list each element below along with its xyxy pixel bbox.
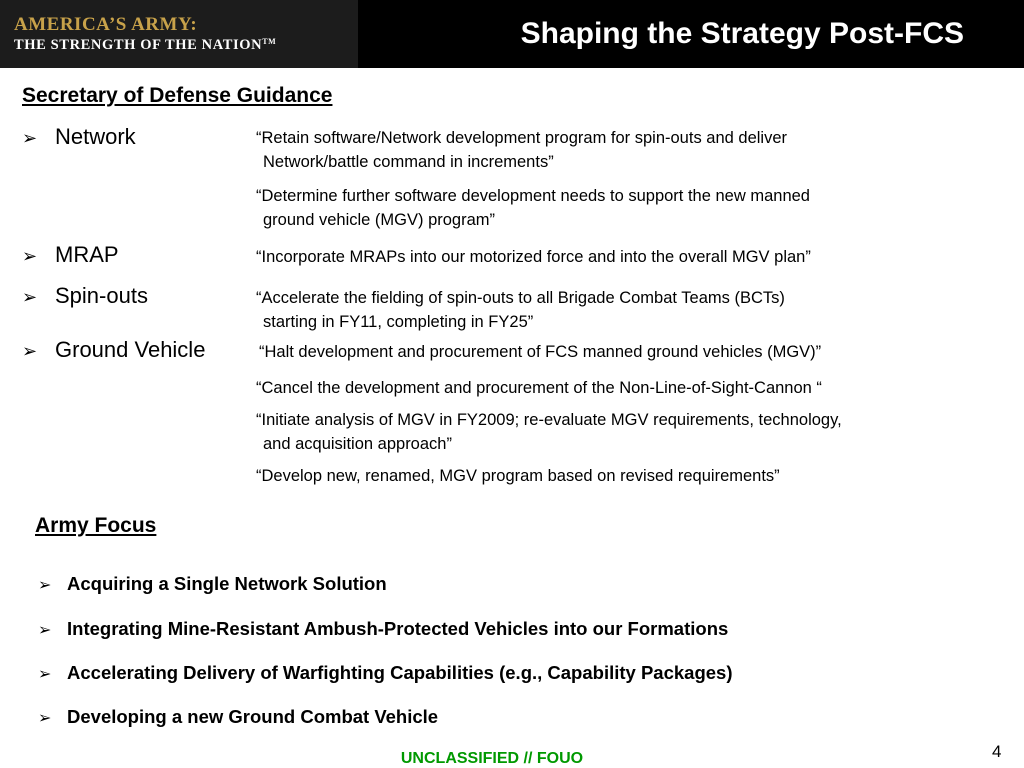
- guidance-quote: “Retain software/Network development program for spin-outs and deliver Network/battle command in increments”: [256, 129, 787, 171]
- guidance-quote: “Develop new, renamed, MGV program based on revised requirements”: [256, 467, 780, 485]
- arrow-bullet-icon: ➢: [22, 128, 38, 148]
- focus-item-label: Acquiring a Single Network Solution: [67, 573, 387, 594]
- arrow-bullet-icon: ➢: [38, 577, 52, 594]
- guidance-item-network: [22, 124, 136, 150]
- army-logo: [0, 0, 358, 68]
- guidance-quote: “Accelerate the fielding of spin-outs to all Brigade Combat Teams (BCTs) starting in FY11, completing in FY25”: [256, 289, 785, 331]
- guidance-heading: Secretary of Defense Guidance: [22, 84, 333, 107]
- focus-item-label: Integrating Mine-Resistant Ambush-Protected Vehicles into our Formations: [67, 618, 729, 639]
- guidance-item-label: Ground Vehicle: [55, 337, 206, 362]
- guidance-item-ground-vehicle: [22, 337, 205, 363]
- guidance-quote: “Initiate analysis of MGV in FY2009; re-evaluate MGV requirements, technology, and acquisition approach”: [256, 411, 842, 453]
- classification-marking: UNCLASSIFIED // FOUO: [400, 750, 584, 767]
- guidance-item-mrap: [22, 242, 119, 268]
- page-number: 4: [992, 742, 1002, 761]
- focus-item-label: Accelerating Delivery of Warfighting Capabilities (e.g., Capability Packages): [67, 662, 733, 683]
- guidance-quote: “Determine further software development needs to support the new manned ground vehicle (MGV) program”: [256, 187, 810, 229]
- arrow-bullet-icon: ➢: [22, 287, 38, 307]
- guidance-item-label: MRAP: [55, 242, 119, 267]
- slide-title: Shaping the Strategy Post-FCS: [520, 17, 964, 50]
- arrow-bullet-icon: ➢: [22, 341, 38, 361]
- focus-item-label: Developing a new Ground Combat Vehicle: [67, 706, 439, 727]
- arrow-bullet-icon: ➢: [38, 666, 52, 683]
- focus-item: [38, 706, 438, 728]
- arrow-bullet-icon: ➢: [38, 710, 52, 727]
- guidance-item-spin-outs: [22, 283, 148, 309]
- guidance-item-label: Network: [55, 124, 136, 149]
- focus-item: [38, 618, 728, 640]
- arrow-bullet-icon: ➢: [38, 622, 52, 639]
- logo-line2: THE STRENGTH OF THE NATION™: [14, 37, 277, 53]
- arrow-bullet-icon: ➢: [22, 246, 38, 266]
- header-bar: [0, 0, 1024, 68]
- logo-line1: AMERICA’S ARMY:: [14, 14, 198, 35]
- guidance-quote: “Halt development and procurement of FCS manned ground vehicles (MGV)”: [259, 343, 822, 361]
- focus-item: [38, 573, 387, 595]
- guidance-quote: “Incorporate MRAPs into our motorized force and into the overall MGV plan”: [256, 248, 811, 266]
- guidance-quote: “Cancel the development and procurement of the Non-Line-of-Sight-Cannon “: [256, 379, 822, 397]
- focus-heading: Army Focus: [35, 514, 157, 537]
- guidance-item-label: Spin-outs: [55, 283, 148, 308]
- focus-item: [38, 662, 733, 684]
